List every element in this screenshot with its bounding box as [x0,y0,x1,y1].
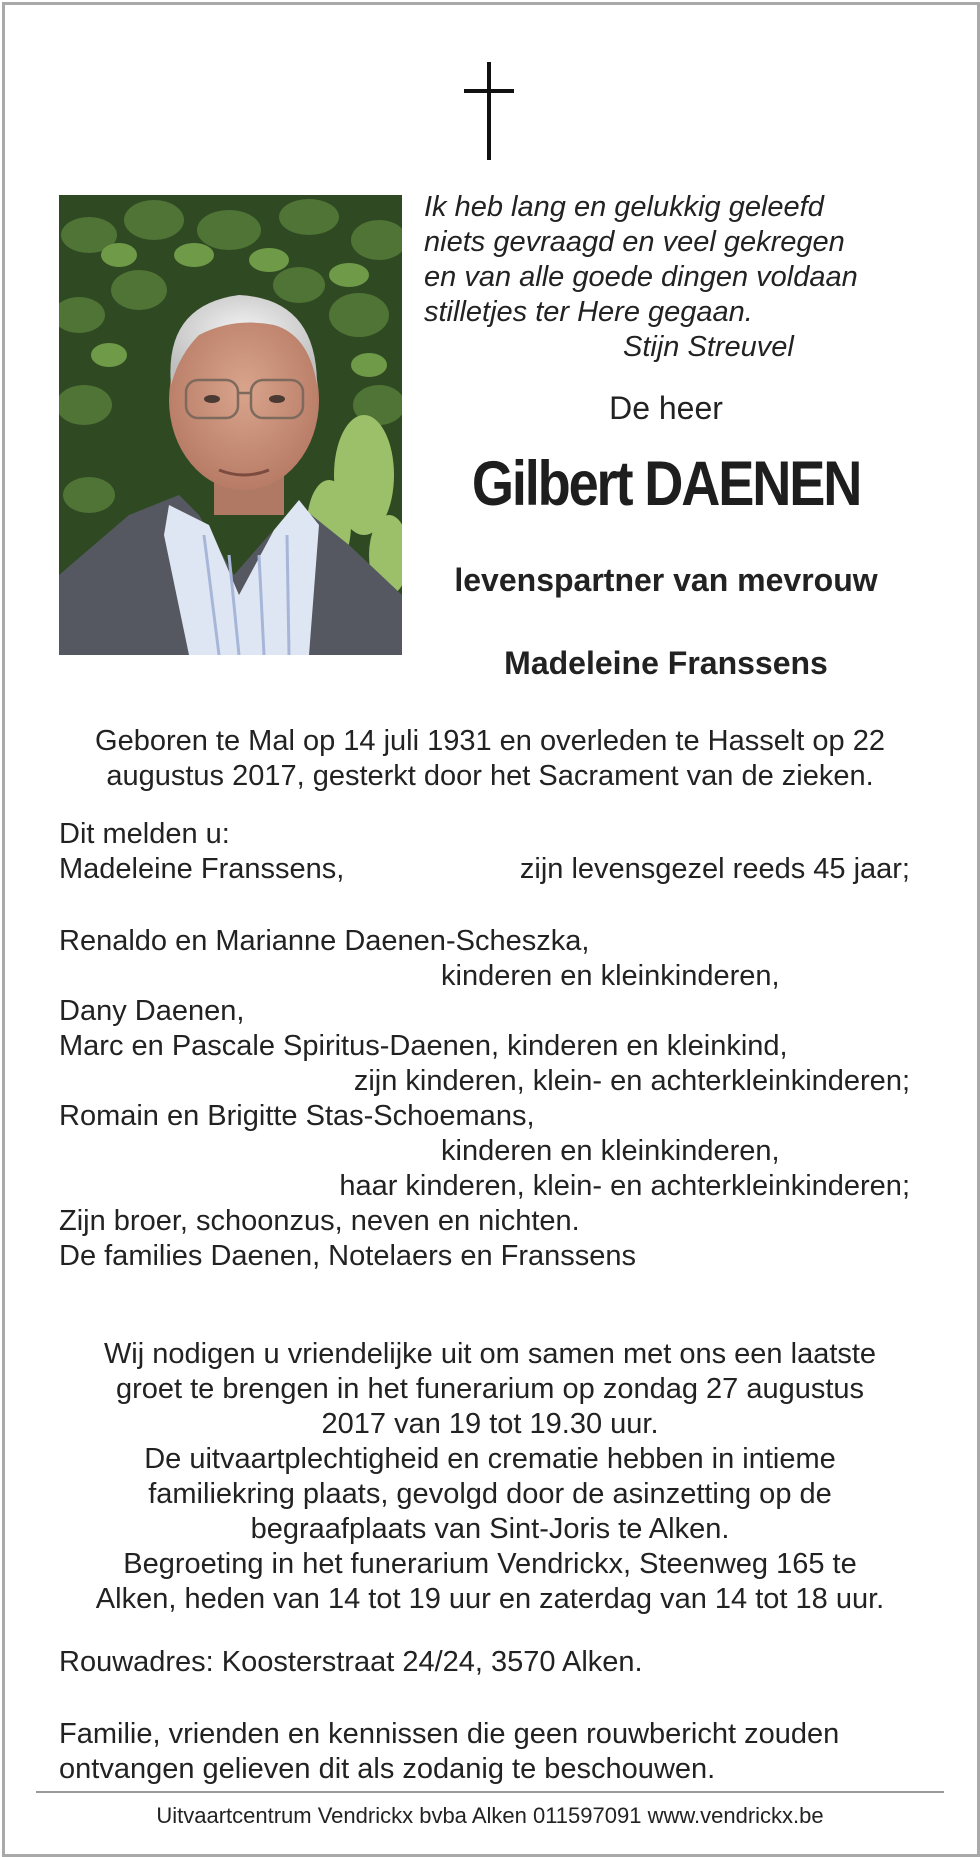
announcer-line: Romain en Brigitte Stas-Schoemans, [59,1100,535,1132]
deceased-name: Gilbert DAENEN [471,449,861,519]
announcer-line: Zijn broer, schoonzus, neven en nichten. [59,1205,580,1237]
quote-line: niets gevraagd en veel gekregen [424,226,845,258]
closing-line: ontvangen gelieven dit als zodanig te beschouwen. [59,1753,716,1785]
cross-icon [464,62,514,160]
invitation-line: groet te brengen in het funerarium op zondag 27 augustus [115,1373,865,1405]
invitation-line: Begroeting in het funerarium Vendrickx, Steenweg 165 te [123,1548,857,1580]
announcer-line: kinderen en kleinkinderen, [441,960,780,992]
footer-text: Uitvaartcentrum Vendrickx bvba Alken 011597091 www.vendrickx.be [156,1803,824,1828]
announcer-line: kinderen en kleinkinderen, [441,1135,780,1167]
quote-line: stilletjes ter Here gegaan. [424,296,753,328]
mourning-address: Rouwadres: Koosterstraat 24/24, 3570 Alken. [59,1646,643,1678]
quote-line: Ik heb lang en gelukkig geleefd [424,191,824,223]
announcer-partner-name: Madeleine Franssens, [59,853,345,885]
birth-death-line: augustus 2017, gesterkt door het Sacrament van de zieken. [106,760,874,792]
quote-author: Stijn Streuvel [623,331,794,363]
announcer-line: Marc en Pascale Spiritus-Daenen, kinderen en kleinkind, [59,1030,788,1062]
announcer-line: Dany Daenen, [59,995,245,1027]
announcer-partner-desc: zijn levensgezel reeds 45 jaar; [519,853,910,885]
birth-death-line: Geboren te Mal op 14 juli 1931 en overleden te Hasselt op 22 [95,725,885,757]
quote-line: en van alle goede dingen voldaan [424,261,858,293]
invitation-line: Alken, heden van 14 tot 19 uur en zaterdag van 14 tot 18 uur. [95,1583,885,1615]
invitation-line: De uitvaartplechtigheid en crematie hebben in intieme [144,1443,836,1475]
invitation-line: familiekring plaats, gevolgd door de asinzetting op de [148,1478,832,1510]
invitation-line: 2017 van 19 tot 19.30 uur. [321,1408,659,1440]
announcer-line: De families Daenen, Notelaers en Franssens [59,1240,637,1272]
announcer-line: zijn kinderen, klein- en achterkleinkinderen; [353,1065,910,1097]
salutation: De heer [609,390,723,426]
footer-divider [36,1791,944,1793]
closing-line: Familie, vrienden en kennissen die geen rouwbericht zouden [59,1718,840,1750]
announcer-line: haar kinderen, klein- en achterkleinkinderen; [339,1170,910,1202]
partner-name: Madeleine Franssens [504,645,828,681]
portrait-photo [59,195,402,655]
announcer-line: Renaldo en Marianne Daenen-Scheszka, [59,925,590,957]
invitation-line: Wij nodigen u vriendelijke uit om samen met ons een laatste [103,1338,877,1370]
announcers-intro: Dit melden u: [59,818,230,850]
invitation-line: begraafplaats van Sint-Joris te Alken. [250,1513,730,1545]
relation-text: levenspartner van mevrouw [454,562,878,598]
